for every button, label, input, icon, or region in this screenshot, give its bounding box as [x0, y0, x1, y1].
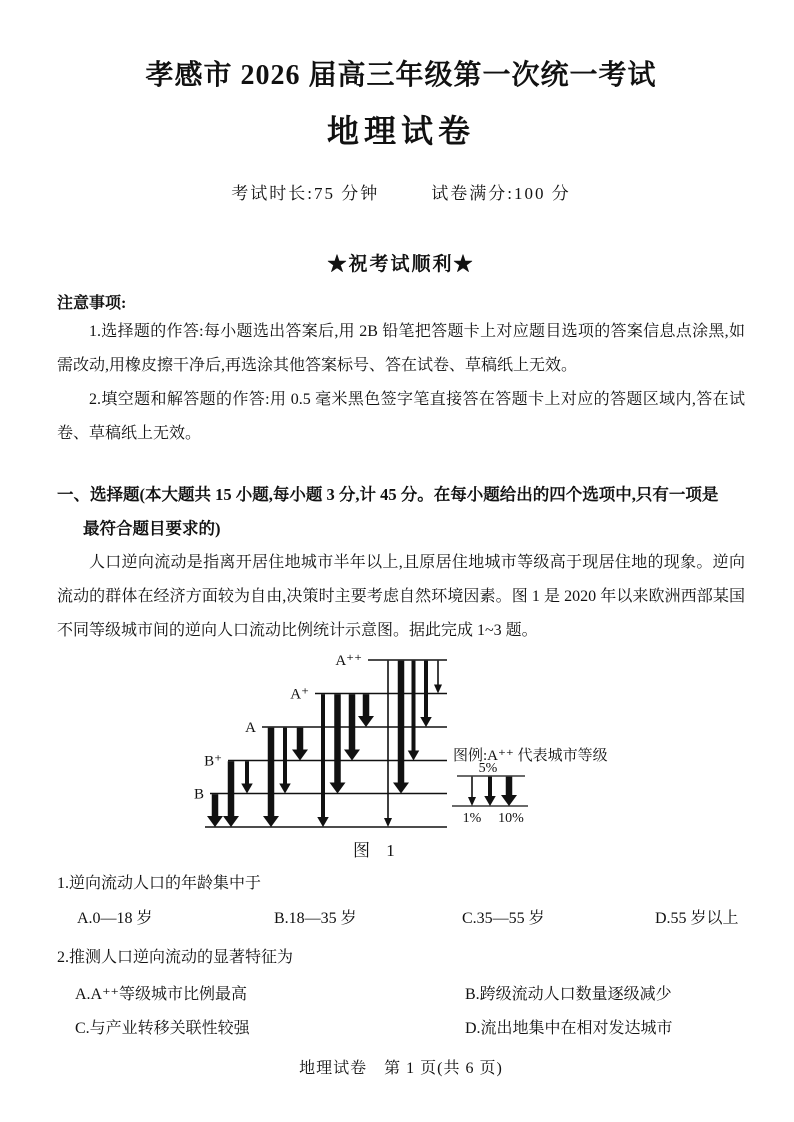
question-2-options-row2: [57, 1017, 745, 1041]
svg-text:图例:A⁺⁺ 代表城市等级: 图例:A⁺⁺ 代表城市等级: [453, 748, 608, 764]
exam-title: 孝感市 2026 届高三年级第一次统一考试: [145, 60, 657, 91]
question-2-option-c: C.与产业转移关联性较强: [75, 1020, 250, 1037]
svg-text:A⁺: A⁺: [290, 686, 309, 703]
question-2-options-row1: [57, 983, 745, 1007]
exam-full-score: 试卷满分:100 分: [431, 184, 571, 203]
svg-text:A⁺⁺: A⁺⁺: [335, 653, 362, 669]
question-2-option-a: A.A⁺⁺等级城市比例最高: [75, 986, 248, 1003]
svg-text:A: A: [245, 720, 256, 736]
svg-text:10%: 10%: [498, 811, 524, 826]
notice-item-2: 2.填空题和解答题的作答:用 0.5 毫米黑色签字笔直接答在答题卡上对应的答题区域内,答在试卷、草稿纸上无效。: [57, 391, 745, 442]
exam-meta: [57, 182, 745, 206]
question-1-options: [57, 907, 745, 931]
figure-1-caption: 图 1: [353, 841, 401, 860]
svg-text:B⁺: B⁺: [204, 753, 222, 770]
question-1-stem: 1.逆向流动人口的年龄集中于: [57, 875, 262, 892]
question-1-option-a: A.0—18 岁: [77, 910, 153, 927]
exam-duration: 考试时长:75 分钟: [231, 184, 380, 203]
wish-banner: ★祝考试顺利★: [327, 254, 475, 275]
question-2-stem: 2.推测人口逆向流动的显著特征为: [57, 949, 294, 966]
svg-text:1%: 1%: [462, 811, 482, 826]
notice-section: [57, 293, 745, 451]
question-1-option-d: D.55 岁以上: [655, 910, 739, 927]
notice-item-1: 1.选择题的作答:每小题选出答案后,用 2B 铅笔把答题卡上对应题目选项的答案信息点涂黑,如需改动,用橡皮擦干净后,再选涂其他答案标号、答在试卷、草稿纸上无效。: [57, 323, 745, 374]
exam-subtitle: 地理试卷: [326, 113, 475, 149]
question-1-option-b: B.18—35 岁: [274, 910, 357, 927]
section-1-heading-line2: 最符合题目要求的): [83, 519, 221, 538]
question-1-option-c: C.35—55 岁: [462, 910, 545, 927]
passage-intro: 人口逆向流动是指离开居住地城市半年以上,且原居住地城市等级高于现居住地的现象。逆向流动的群体在经济方面较为自由,决策时主要考虑自然环境因素。图 1 是 2020 年以来欧洲西部某国不同等级城市间的逆向人口流动比例统计示意图。据此完成 1~3 题。: [57, 554, 745, 639]
figure-1-chart: [185, 648, 655, 833]
section-1-heading-line1: 一、选择题(本大题共 15 小题,每小题 3 分,计 45 分。在每小题给出的四个选项中,只有一项是: [57, 485, 719, 504]
svg-text:B: B: [193, 786, 204, 803]
figure-1: [57, 648, 745, 860]
svg-text:5%: 5%: [478, 761, 498, 776]
notice-label: 注意事项:: [57, 295, 127, 312]
page-footer: 地理试卷 第 1 页(共 6 页): [299, 1060, 503, 1077]
question-2-option-b: B.跨级流动人口数量逐级减少: [465, 986, 672, 1003]
section-1-heading: [57, 478, 745, 546]
question-2-option-d: D.流出地集中在相对发达城市: [465, 1020, 673, 1037]
